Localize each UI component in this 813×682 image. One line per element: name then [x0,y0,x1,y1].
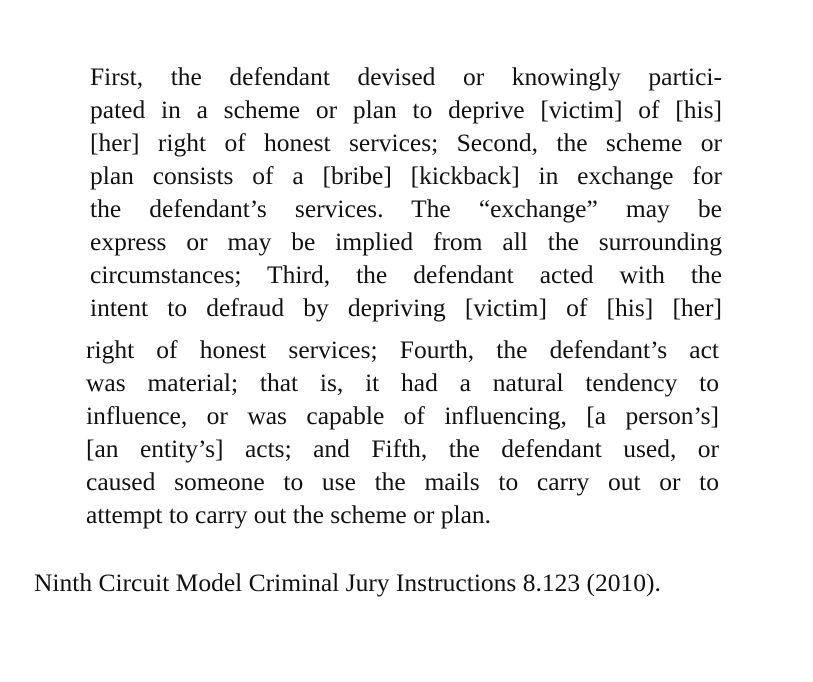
text-line last-line: attempt to carry out the scheme or plan. [86,500,492,529]
text-line: right of honest services; Fourth, the defendant’s act [86,335,719,364]
instruction-paragraph-part-1 [90,60,722,324]
text-line: [an entity’s] acts; and Fifth, the defendant used, or [86,434,719,463]
text-line: circumstances; Third, the defendant acted with the [90,260,722,289]
text-line: the defendant’s services. The “exchange” may be [90,194,722,223]
text-line: plan consists of a [bribe] [kickback] in exchange for [90,161,722,190]
text-line: influence, or was capable of influencing, [a person’s] [86,401,719,430]
text-line: caused someone to use the mails to carry out or to [86,467,719,496]
text-line: [her] right of honest services; Second, the scheme or [90,128,722,157]
text-line: First, the defendant devised or knowingly partici- [90,62,722,91]
citation: Ninth Circuit Model Criminal Jury Instructions 8.123 (2010). [34,568,661,597]
text-line: intent to defraud by depriving [victim] of [his] [her] [90,293,722,322]
text-line: pated in a scheme or plan to deprive [victim] of [his] [90,95,722,124]
instruction-paragraph-part-2 [86,333,719,531]
text-line: was material; that is, it had a natural tendency to [86,368,719,397]
text-line: express or may be implied from all the surrounding [90,227,722,256]
